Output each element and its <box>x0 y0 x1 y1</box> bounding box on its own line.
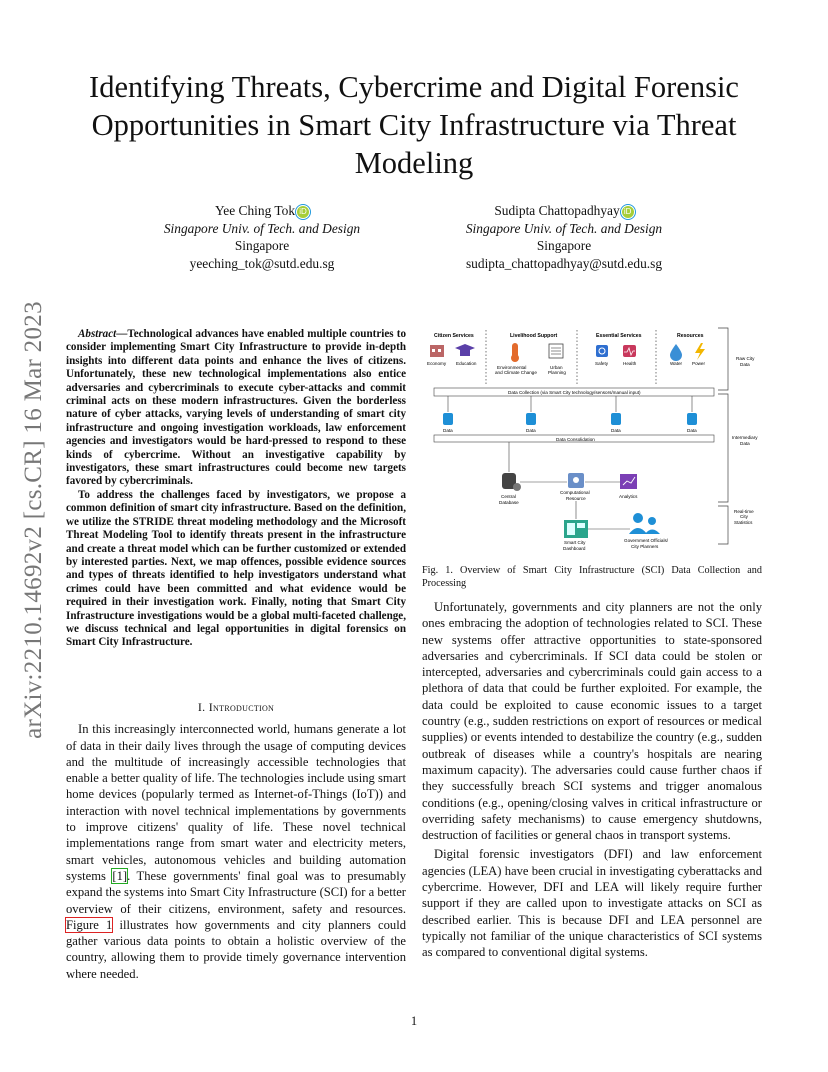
analytics-icon <box>620 474 637 489</box>
database-icon <box>526 413 536 425</box>
orcid-icon[interactable]: iD <box>297 206 309 218</box>
item-power: Power <box>692 361 706 366</box>
safety-icon <box>596 345 608 357</box>
label-dashboard-2: Dashboard <box>563 546 586 551</box>
label-data: Data <box>526 428 536 433</box>
author-email: sudipta_chattopadhyay@sutd.edu.sg <box>465 255 663 271</box>
figure-1 <box>420 326 765 558</box>
item-environment-1: Environmental <box>497 365 527 370</box>
label-compute-2: Resource <box>566 496 586 501</box>
author-country: Singapore <box>536 238 592 253</box>
label-data-consolidation: Data Consolidation <box>556 437 595 442</box>
item-education: Education <box>456 361 477 366</box>
author-name: Yee Ching Tok <box>214 203 296 218</box>
arxiv-identifier: arXiv:2210.14692v2 [cs.CR] 16 Mar 2023 <box>20 301 47 739</box>
label-inter-1: Intermediary <box>732 435 758 440</box>
item-health: Health <box>623 361 637 366</box>
label-central-2: Database <box>499 500 519 505</box>
environment-icon <box>511 343 519 362</box>
item-urban-1: Urban <box>550 365 563 370</box>
label-data: Data <box>687 428 697 433</box>
label-raw-2: Data <box>740 362 750 367</box>
label-dashboard-1: Smart City <box>564 540 586 545</box>
power-icon <box>695 343 705 360</box>
dashboard-icon <box>564 520 588 538</box>
label-inter-2: Data <box>740 441 750 446</box>
economy-icon <box>430 345 444 357</box>
urban-planning-icon <box>549 344 563 358</box>
item-economy: Economy <box>427 361 447 366</box>
abstract-paragraph-2: To address the challenges faced by investigators, we propose a common definition of smart city infrastructure. Based on the definition, we utilize the STRIDE threat modeling methodology and the Microsoft Threat Modeling Tool to identify threats present in the infrastructure and create a threat model which can be further customized or extended by interested parties. Next, we map offences, possible evidence sources and types of threats identified to help investigators understand what crimes could have been committed and what evidence would be required in their investigation work. Finally, noting that Smart City Infrastructure investigations would be a global multi-faceted challenge, we discuss technical and legal opportunities in digital forensics on Smart City Infrastructure. <box>66 488 406 649</box>
group-resources: Resources <box>677 333 704 339</box>
central-database-icon <box>502 473 521 491</box>
orcid-icon[interactable]: iD <box>622 206 634 218</box>
citation-link[interactable]: [1] <box>112 868 128 883</box>
label-rt-1: Real-time <box>734 509 754 514</box>
label-analytics: Analytics <box>619 494 638 499</box>
group-citizen-services: Citizen Services <box>434 333 474 339</box>
item-safety: Safety <box>595 361 609 366</box>
water-icon <box>670 344 682 361</box>
figure-caption: Fig. 1. Overview of Smart City Infrastructure (SCI) Data Collection and Processing <box>422 565 762 589</box>
label-central-1: Central <box>501 494 516 499</box>
label-data: Data <box>611 428 621 433</box>
abstract-paragraph-1: —Technological advances have enabled multiple countries to consider implementing Smart City Infrastructure to provide in-depth insights into different data points and enhance the lives of citizens. Unfortunately, these new technological implementations also entice adversaries and cybercriminals to execute cyber-attacks and commit criminal acts on these modern infrastructures. Given the borderless nature of cyber attacks, varying levels of understanding of smart city infrastructure and ongoing investigation workloads, law enforcement agencies and investigators would be hard-pressed to respond to these kinds of cybercrime. Without an investigative capability by investigators, these smart infrastructures could become new targets favored by cybercriminals. <box>66 328 406 488</box>
label-data: Data <box>443 428 453 433</box>
figure-link[interactable]: Figure 1 <box>66 917 113 932</box>
people-icon <box>629 513 660 534</box>
author-country: Singapore <box>234 238 290 253</box>
group-essential-services: Essential Services <box>596 333 642 339</box>
database-icon <box>687 413 697 425</box>
intro-paragraph-1: In this increasingly interconnected world, humans generate a lot of data in their daily lives through the usage of computing devices and the multitude of increasingly accessible technologies that enable a better quality of life. The technologies include using smart home devices (popularly termed as Internet-of-Things (IoT)) and interaction with novel technical implementations by governments to improve citizens' quality of life. These novel technical implementations range from smart water and electricity meters, smart vehicles, autonomous vehicles and building automation systems [1]. These governments' final goal was to presumably expand the systems into Smart City Infrastructure (SCI) for a better overview of their citizens, environment, safety and resources. Figure 1 illustrates how governments and city planners could gather various data points to obtain a holistic overview of the country, allowing them to provide timely governance intervention where needed. <box>66 722 406 981</box>
section-heading: I. Introduction <box>197 700 275 714</box>
label-officials-1: Government Officials/ <box>624 538 669 543</box>
education-icon <box>455 344 475 356</box>
author-2 <box>414 202 714 272</box>
health-icon <box>623 345 636 357</box>
author-affiliation: Singapore Univ. of Tech. and Design <box>163 220 361 236</box>
group-livelihood-support: Livelihood Support <box>510 333 558 339</box>
label-raw-1: Raw City <box>736 356 755 361</box>
abstract-label: Abstract <box>78 328 117 340</box>
page-number: 1 <box>410 1014 418 1028</box>
right-paragraph-2: Digital forensic investigators (DFI) and law enforcement agencies (LEA) have been crucial in investigating cyberattacks and cybercrime. However, DFI and LEA will likely require further support if they are called upon to investigate attacks on SCI as described earlier. This is because DFI and LEA personnel are typically not familiar of the unique characteristics of SCI systems as compared to conventional digital systems. <box>422 847 762 960</box>
item-water: Water <box>670 361 683 366</box>
author-1 <box>112 202 412 272</box>
label-compute-1: Computational <box>560 490 590 495</box>
introduction <box>66 690 406 982</box>
label-rt-3: Statistics <box>734 520 753 525</box>
item-environment-2: and Climate Change <box>495 370 537 375</box>
database-icon <box>611 413 621 425</box>
label-rt-2: City <box>740 514 748 519</box>
paper-title: Identifying Threats, Cybercrime and Digital Forensic Opportunities in Smart City Infrastructure via Threat Modeling <box>89 70 739 180</box>
compute-icon <box>568 473 584 488</box>
author-name: Sudipta Chattopadhyay <box>494 203 620 218</box>
abstract <box>66 328 406 650</box>
label-officials-2: City Planners <box>631 544 659 549</box>
item-urban-2: Planning <box>548 370 566 375</box>
author-email: yeeching_tok@sutd.edu.sg <box>189 255 335 271</box>
label-data-collection: Data Collection (via Smart City technology/sensors/manual input) <box>508 390 641 395</box>
author-affiliation: Singapore Univ. of Tech. and Design <box>465 220 663 236</box>
right-column <box>422 599 762 961</box>
database-icon <box>443 413 453 425</box>
right-paragraph-1: Unfortunately, governments and city planners are not the only ones embracing the adoption of technologies related to SCI. These new systems offer attractive opportunities to state-sponsored adversaries and cybercriminals. If SCI data could be stolen or intercepted, adversaries and cybercriminals could gain access to a plethora of data that could be further exploited. For example, the data could be exploited to cause economic issues to a target country (e.g., sudden restrictions on export of resources or medical supplies) or events intended to destabilize the country (e.g., sudden outbreak of diseases while a country's hospitals are nearing maximum capacity). The adversaries could cause further chaos if they successfully breach SCI systems and trigger anomalous conditions (e.g., opening/closing valves in critical infrastructure or overriding safety mechanisms) to cause emergency shutdowns, destruction of facilities or general chaos in transport systems. <box>422 600 762 843</box>
